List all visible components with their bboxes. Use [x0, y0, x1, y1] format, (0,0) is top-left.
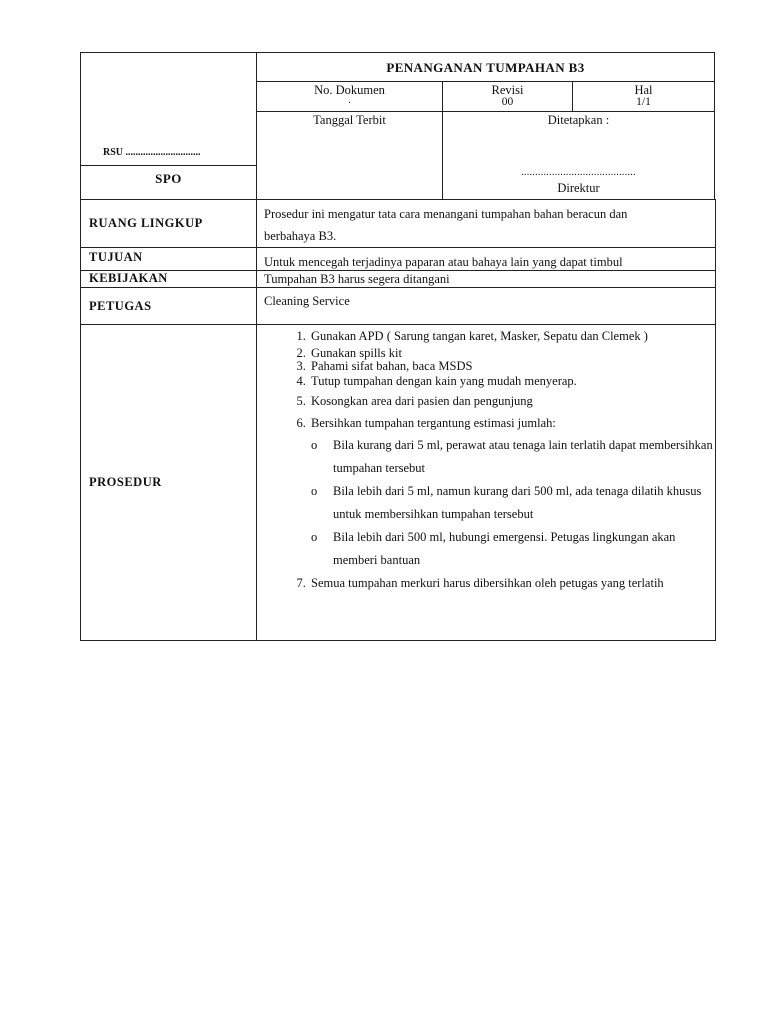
document-header — [80, 52, 715, 200]
prosedur-steps — [257, 325, 715, 594]
row-tujuan — [81, 248, 716, 271]
row-petugas — [81, 288, 716, 325]
kebijakan-label: KEBIJAKAN — [81, 271, 257, 288]
spo-label: SPO — [155, 171, 182, 186]
kebijakan-text: Tumpahan B3 harus segera ditangani — [257, 271, 716, 288]
list-item — [309, 412, 715, 572]
tujuan-label: TUJUAN — [81, 248, 257, 271]
list-item — [311, 480, 715, 526]
sub-step-text: Bila lebih dari 5 ml, namun kurang dari 500 ml, ada tenaga dilatih khusus untuk membersihkan tumpahan tersebut — [333, 484, 702, 521]
bullet-marker: o — [311, 530, 318, 544]
ruang-lingkup-line1: Prosedur ini mengatur tata cara menangani tumpahan bahan beracun dan — [264, 207, 628, 221]
list-item — [311, 434, 715, 480]
signature-line: ......................................... — [521, 167, 636, 178]
petugas-text: Cleaning Service — [257, 288, 716, 325]
prosedur-label: PROSEDUR — [81, 325, 257, 641]
list-item: 2. Gunakan spills kit — [309, 347, 715, 360]
no-dokumen-label: No. Dokumen — [314, 83, 385, 97]
page-title: PENANGANAN TUMPAHAN B3 — [386, 60, 585, 75]
ruang-lingkup-label: RUANG LINGKUP — [81, 200, 257, 248]
step-6-text: Bersihkan tumpahan tergantung estimasi jumlah: — [311, 416, 556, 430]
ditetapkan-label: Ditetapkan : — [547, 113, 610, 127]
hospital-name: RSU .............................. — [103, 147, 201, 158]
spo-document — [80, 52, 715, 590]
list-item: 5. Kosongkan area dari pasien dan pengunjung — [309, 390, 715, 412]
tujuan-text: Untuk mencegah terjadinya paparan atau bahaya lain yang dapat timbul — [257, 248, 716, 271]
ruang-lingkup-line2: berbahaya B3. — [264, 229, 337, 243]
spo-body-table — [80, 199, 716, 641]
list-item: 1. Gunakan APD ( Sarung tangan karet, Masker, Sepatu dan Clemek ) — [309, 325, 715, 347]
bullet-marker: o — [311, 484, 318, 498]
row-prosedur — [81, 325, 716, 641]
list-item: 3. Pahami sifat bahan, baca MSDS — [309, 360, 715, 373]
hal-label: Hal — [634, 83, 653, 97]
no-dokumen-value: . — [348, 95, 351, 106]
row-ruang-lingkup — [81, 200, 716, 248]
prosedur-sub-steps — [311, 434, 715, 572]
bullet-marker: o — [311, 438, 318, 452]
sub-step-text: Bila lebih dari 500 ml, hubungi emergensi. Petugas lingkungan akan memberi bantuan — [333, 530, 676, 567]
list-item: 4. Tutup tumpahan dengan kain yang mudah menyerap. — [309, 373, 715, 390]
list-item: 7. Semua tumpahan merkuri harus dibersihkan oleh petugas yang terlatih — [309, 572, 715, 594]
direktur-label: Direktur — [557, 181, 600, 195]
revisi-value: 00 — [501, 96, 514, 108]
sub-step-text: Bila kurang dari 5 ml, perawat atau tenaga lain terlatih dapat membersihkan tumpahan tersebut — [333, 438, 713, 475]
row-kebijakan — [81, 271, 716, 288]
tanggal-terbit-label: Tanggal Terbit — [313, 113, 386, 127]
hal-value: 1/1 — [636, 96, 651, 108]
revisi-label: Revisi — [491, 83, 524, 97]
petugas-label: PETUGAS — [81, 288, 257, 325]
list-item — [311, 526, 715, 572]
